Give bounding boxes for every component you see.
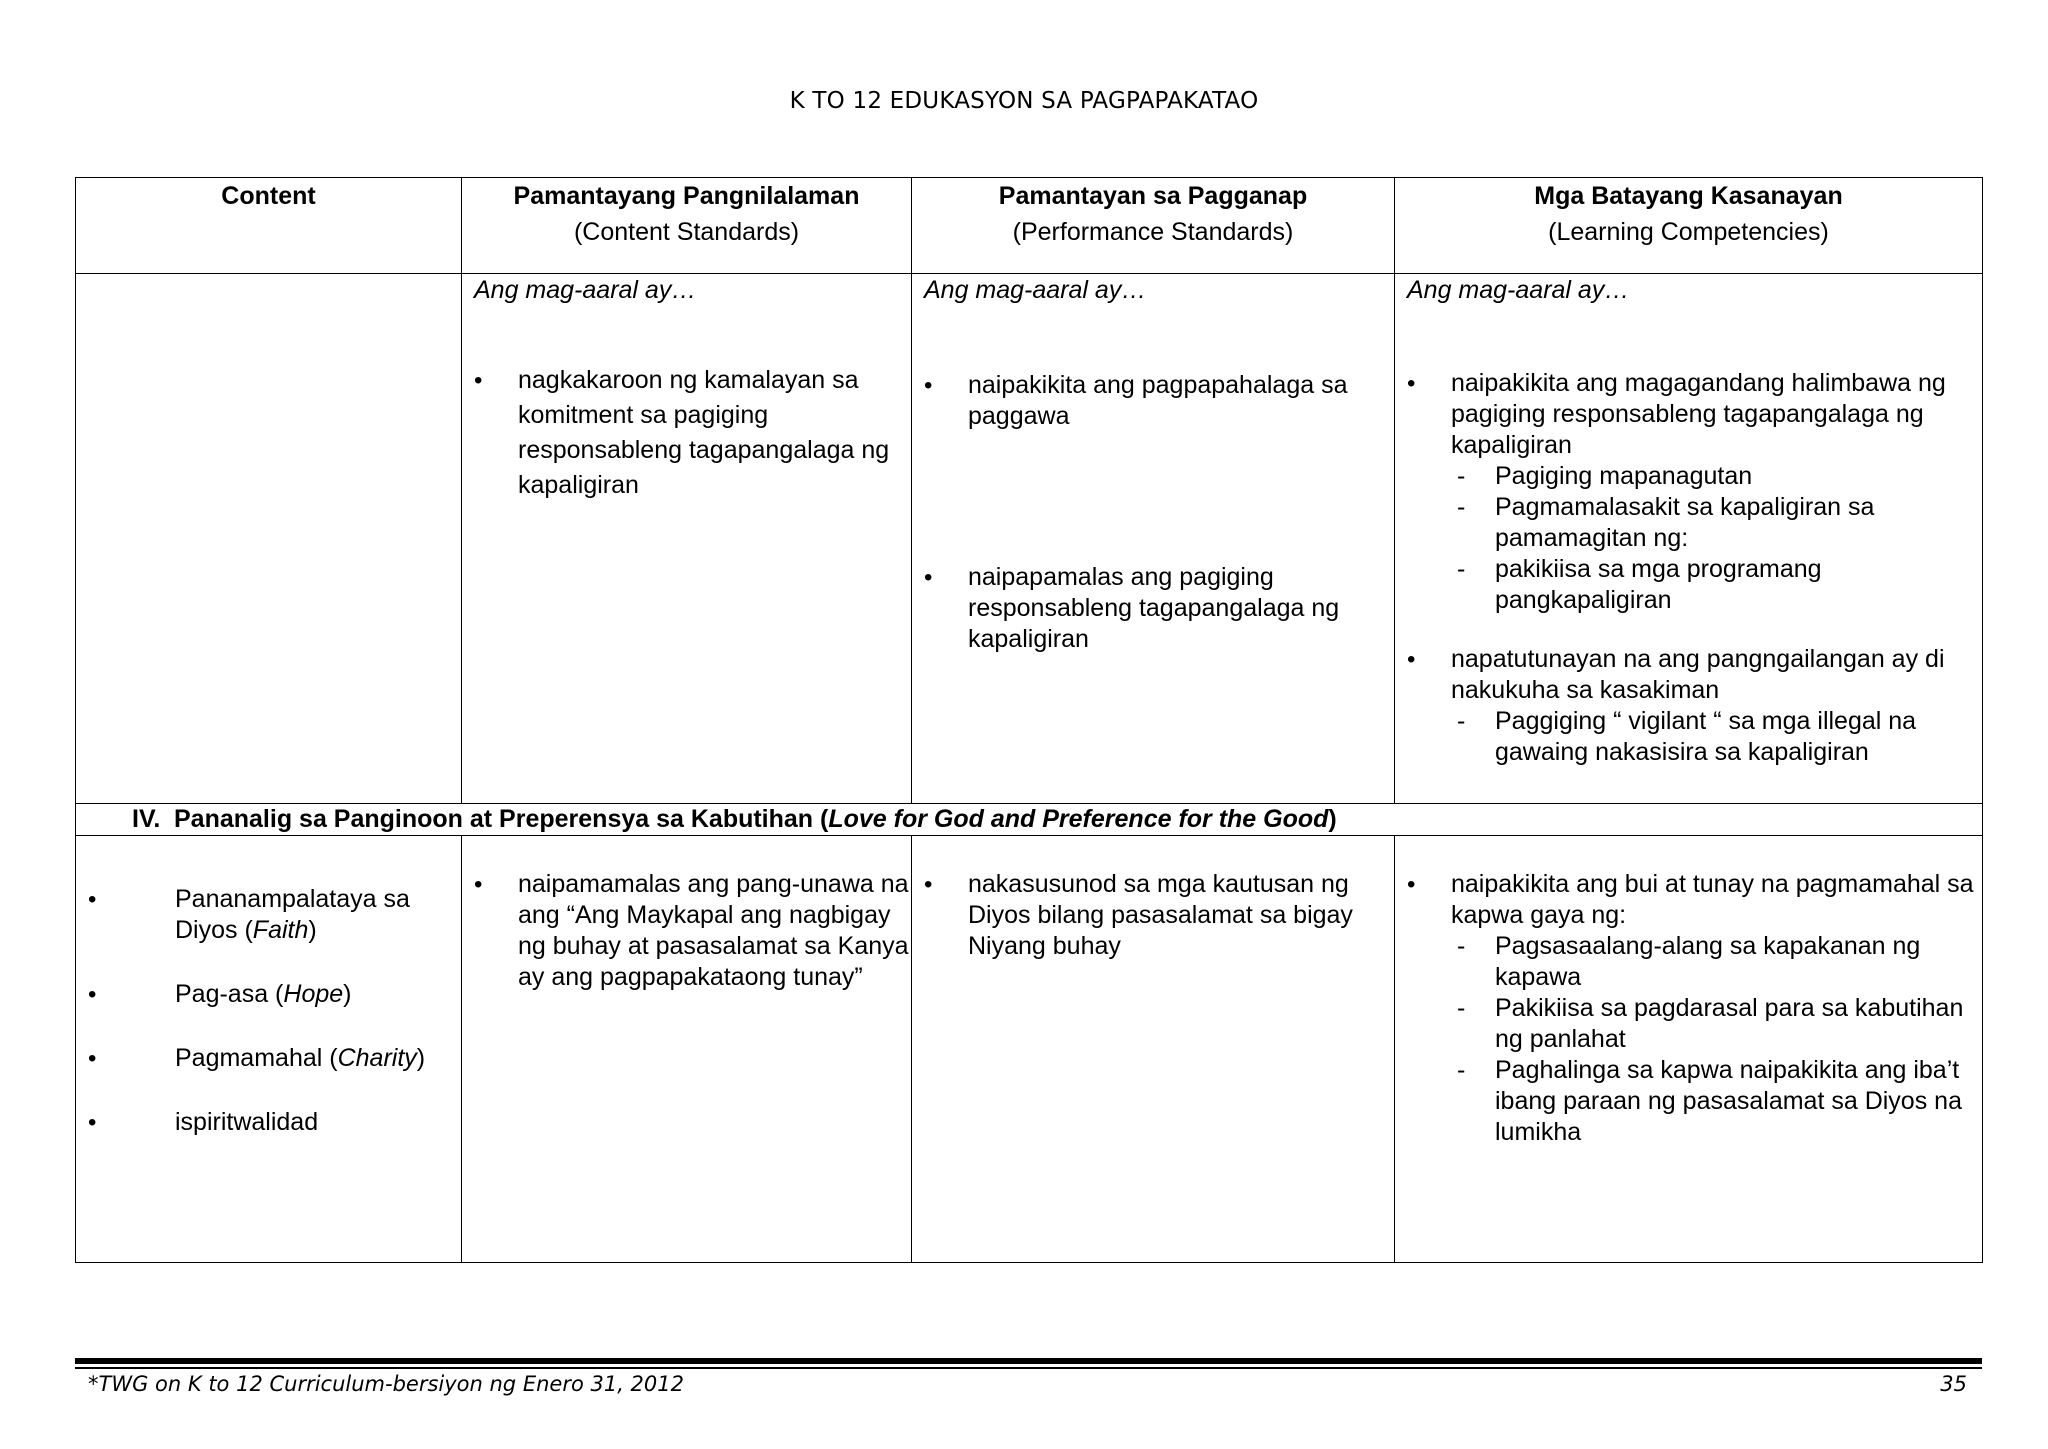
performance-standards-cell <box>912 274 1395 804</box>
content-standards-cell <box>462 836 912 1263</box>
bullet-list <box>462 869 911 993</box>
learning-competencies-cell <box>1395 274 1983 804</box>
sub-list-item: - Paghalinga sa kapwa naipakikita ang iba’t ibang paraan ng pasasalamat sa Diyos na lumikha <box>1451 1055 1982 1148</box>
section-heading: IV. Pananalig sa Panginoon at Preperensya sa Kabutihan (Love for God and Preference for the Good) <box>76 804 1983 836</box>
sub-list-item: - Paggiging “ vigilant “ sa mga illegal na gawaing nakasisira sa kapaligiran <box>1451 706 1982 768</box>
sub-list <box>1451 931 1982 1148</box>
footer-note: *TWG on K to 12 Curriculum-bersiyon ng Enero 31, 2012 <box>88 1372 684 1396</box>
sub-list-item: - Pagsasaalang-alang sa kapakanan ng kapawa <box>1451 931 1982 993</box>
intro-text: Ang mag-aaral ay… <box>924 276 1147 304</box>
header-row <box>76 178 1983 274</box>
table-row <box>76 836 1983 1263</box>
bullet-list <box>1395 368 1982 768</box>
content-cell <box>76 274 462 804</box>
learning-competencies-cell <box>1395 836 1983 1263</box>
sub-list-item: - pakikiisa sa mga programang pangkapaligiran <box>1451 554 1982 616</box>
header-content: Content <box>76 178 462 274</box>
sub-list-item: - Pagmamalasakit sa kapaligiran sa pamamagitan ng: <box>1451 492 1982 554</box>
header-performance-standards: Pamantayan sa Pagganap (Performance Standards) <box>912 178 1395 274</box>
content-standards-cell <box>462 274 912 804</box>
content-cell <box>76 836 462 1263</box>
bullet-list <box>462 363 911 503</box>
list-item: • naipakikita ang magagandang halimbawa ng pagiging responsableng tagapangalaga ng kapaligiran - Pagiging mapanagutan - Pagmamalasakit sa kapaligiran sa pamamagitan ng: - pakikiisa sa mga programang pangkapaligiran <box>1395 368 1982 616</box>
sub-list-item: - Pakikiisa sa pagdarasal para sa kabutihan ng panlahat <box>1451 993 1982 1055</box>
intro-text: Ang mag-aaral ay… <box>1407 276 1630 304</box>
list-item: • naipakikita ang bui at tunay na pagmamahal sa kapwa gaya ng: - Pagsasaalang-alang sa kapakanan ng kapawa - Pakikiisa sa pagdarasal para sa kabutihan ng panlahat - Paghalinga sa kapwa naipakikita ang iba’t ibang paraan ng pasasalamat sa Diyos na lumikha <box>1395 869 1982 1148</box>
section-row <box>76 804 1983 836</box>
sub-list <box>1451 461 1982 616</box>
list-item: • naipapamalas ang pagiging responsableng tagapangalaga ng kapaligiran <box>912 562 1394 655</box>
list-item: • naipakikita ang pagpapahalaga sa paggawa <box>912 370 1394 432</box>
footer-rule-thick <box>75 1358 1982 1364</box>
bullet-list <box>76 884 461 1138</box>
list-item: • naipamamalas ang pang-unawa na ang “Ang Maykapal ang nagbigay ng buhay at pasasalamat sa Kanya ay ang pagpapakataong tunay” <box>462 869 911 993</box>
bullet-list <box>1395 869 1982 1148</box>
page-number: 35 <box>1940 1372 1967 1396</box>
sub-list <box>1451 706 1982 768</box>
bullet-list <box>912 370 1394 655</box>
table-row <box>76 274 1983 804</box>
page-title: K TO 12 EDUKASYON SA PAGPAPAKATAO <box>789 88 1259 114</box>
list-item: • Pag-asa (Hope) <box>76 979 461 1010</box>
performance-standards-cell <box>912 836 1395 1263</box>
header-learning-competencies: Mga Batayang Kasanayan (Learning Competencies) <box>1395 178 1983 274</box>
bullet-list <box>912 869 1394 962</box>
sub-list-item: - Pagiging mapanagutan <box>1451 461 1982 492</box>
footer-rule-thin <box>75 1367 1982 1369</box>
list-item: • nakasusunod sa mga kautusan ng Diyos bilang pasasalamat sa bigay Niyang buhay <box>912 869 1394 962</box>
header-content-standards: Pamantayang Pangnilalaman (Content Standards) <box>462 178 912 274</box>
intro-text: Ang mag-aaral ay… <box>474 276 697 304</box>
list-item: • ispiritwalidad <box>76 1107 461 1138</box>
list-item: • nagkakaroon ng kamalayan sa komitment sa pagiging responsableng tagapangalaga ng kapaligiran <box>462 363 911 503</box>
list-item: • napatutunayan na ang pangngailangan ay di nakukuha sa kasakiman - Paggiging “ vigilant “ sa mga illegal na gawaing nakasisira sa kapaligiran <box>1395 644 1982 768</box>
curriculum-table <box>75 177 1983 1263</box>
list-item: • Pananampalataya sa Diyos (Faith) <box>76 884 461 946</box>
list-item: • Pagmamahal (Charity) <box>76 1043 461 1074</box>
